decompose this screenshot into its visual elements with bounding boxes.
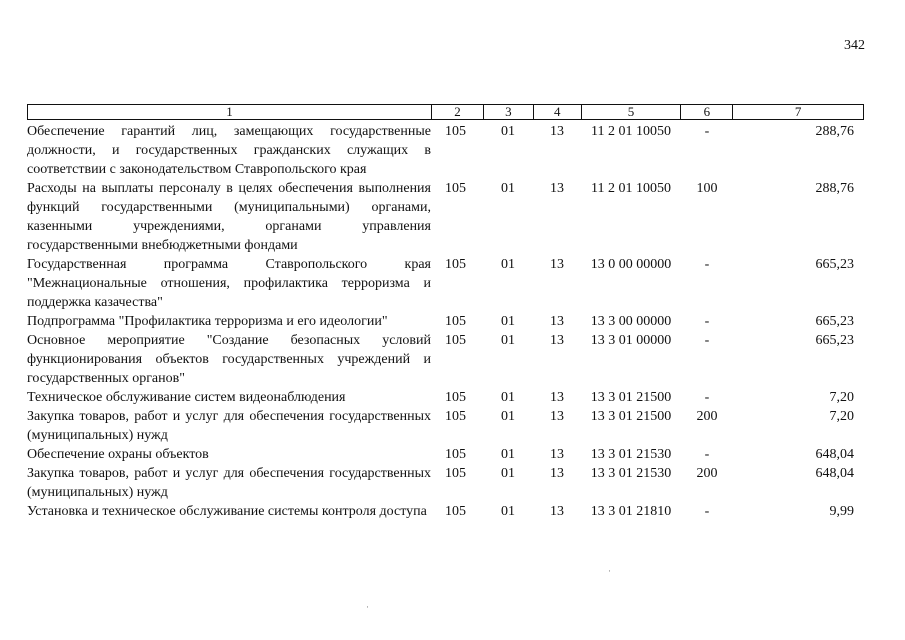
row-amount: 288,76 [815, 124, 854, 139]
row-subsection-code: 13 [550, 314, 564, 329]
row-description: Государственная программа Ставропольского края "Межнациональные отношения, профилактика терроризма и поддержка казачества" [27, 257, 431, 310]
page-number: 342 [844, 38, 865, 53]
row-expense-type: - [704, 447, 710, 462]
scan-speck: · [608, 566, 611, 576]
row-target-article: 11 2 01 10050 [591, 124, 671, 139]
row-ministry-code: 105 [445, 447, 466, 462]
row-target-article: 13 3 01 21500 [590, 390, 672, 405]
scan-speck: · [366, 602, 369, 612]
row-target-article: 13 3 01 21810 [590, 504, 672, 519]
row-expense-type: - [704, 124, 710, 139]
row-expense-type: 200 [696, 466, 718, 481]
row-description: Закупка товаров, работ и услуг для обеспечения государственных (муниципальных) нужд [27, 466, 431, 500]
row-amount: 7,20 [829, 409, 854, 424]
row-subsection-code: 13 [550, 466, 564, 481]
row-subsection-code: 13 [550, 390, 564, 405]
row-expense-type: - [704, 504, 710, 519]
row-subsection-code: 13 [550, 504, 564, 519]
row-description: Подпрограмма "Профилактика терроризма и его идеологии" [27, 314, 388, 329]
table-row [27, 255, 864, 312]
row-description: Расходы на выплаты персоналу в целях обеспечения выполнения функций государственными (муниципальными) органами, казенными учреждениями, органами управления государственными внебюджетными фондами [27, 181, 431, 253]
row-target-article: 13 3 01 00000 [590, 333, 672, 348]
row-ministry-code: 105 [445, 504, 466, 519]
table-row [27, 464, 864, 502]
row-ministry-code: 105 [445, 181, 466, 196]
row-amount: 288,76 [815, 181, 854, 196]
row-section-code: 01 [501, 390, 515, 405]
row-ministry-code: 105 [445, 390, 466, 405]
row-ministry-code: 105 [445, 257, 466, 272]
row-expense-type: - [704, 257, 710, 272]
row-section-code: 01 [501, 257, 515, 272]
row-expense-type: - [704, 390, 710, 405]
table-row [27, 331, 864, 388]
header-col-6: 6 [680, 105, 732, 119]
table-row [27, 179, 864, 255]
row-section-code: 01 [501, 504, 515, 519]
row-subsection-code: 13 [550, 257, 564, 272]
row-subsection-code: 13 [550, 447, 564, 462]
row-ministry-code: 105 [445, 314, 466, 329]
table-header [27, 104, 864, 120]
header-col-2: 2 [431, 105, 483, 119]
row-description: Обеспечение охраны объектов [27, 447, 209, 462]
row-description: Обеспечение гарантий лиц, замещающих государственные должности, и государственных гражданских служащих в соответствии с законодательством Ставропольского края [27, 124, 431, 177]
row-description: Техническое обслуживание систем видеонаблюдения [27, 390, 346, 405]
table-row [27, 312, 864, 331]
table-body [27, 122, 864, 521]
row-amount: 9,99 [829, 504, 854, 519]
header-col-5: 5 [581, 105, 681, 119]
table-row [27, 502, 864, 521]
row-description: Установка и техническое обслуживание системы контроля доступа [27, 504, 427, 519]
row-subsection-code: 13 [550, 409, 564, 424]
row-section-code: 01 [501, 181, 515, 196]
row-amount: 648,04 [815, 447, 854, 462]
row-amount: 648,04 [815, 466, 854, 481]
row-section-code: 01 [501, 124, 515, 139]
row-target-article: 13 3 01 21530 [590, 466, 672, 481]
row-target-article: 13 0 00 00000 [590, 257, 672, 272]
row-description: Основное мероприятие "Создание безопасных условий функционирования объектов государственных учреждений и государственных органов" [27, 333, 431, 386]
row-ministry-code: 105 [445, 409, 466, 424]
header-col-4: 4 [533, 105, 581, 119]
row-amount: 665,23 [815, 333, 854, 348]
row-expense-type: 200 [696, 409, 718, 424]
row-amount: 665,23 [815, 314, 854, 329]
row-section-code: 01 [501, 314, 515, 329]
row-section-code: 01 [501, 466, 515, 481]
row-expense-type: 100 [696, 181, 718, 196]
row-expense-type: - [704, 333, 710, 348]
table-row [27, 122, 864, 179]
row-expense-type: - [704, 314, 710, 329]
row-description: Закупка товаров, работ и услуг для обеспечения государственных (муниципальных) нужд [27, 409, 431, 443]
row-section-code: 01 [501, 333, 515, 348]
table-row [27, 407, 864, 445]
row-amount: 7,20 [829, 390, 854, 405]
row-target-article: 11 2 01 10050 [591, 181, 671, 196]
header-col-1: 1 [226, 104, 233, 119]
row-section-code: 01 [501, 409, 515, 424]
row-section-code: 01 [501, 447, 515, 462]
row-subsection-code: 13 [550, 181, 564, 196]
header-col-7: 7 [732, 105, 863, 119]
header-col-3: 3 [483, 105, 533, 119]
row-target-article: 13 3 01 21530 [590, 447, 672, 462]
table-row [27, 388, 864, 407]
row-subsection-code: 13 [550, 333, 564, 348]
row-ministry-code: 105 [445, 333, 466, 348]
row-target-article: 13 3 00 00000 [590, 314, 672, 329]
table-row [27, 445, 864, 464]
row-subsection-code: 13 [550, 124, 564, 139]
row-amount: 665,23 [815, 257, 854, 272]
row-ministry-code: 105 [445, 466, 466, 481]
row-target-article: 13 3 01 21500 [590, 409, 672, 424]
row-ministry-code: 105 [445, 124, 466, 139]
